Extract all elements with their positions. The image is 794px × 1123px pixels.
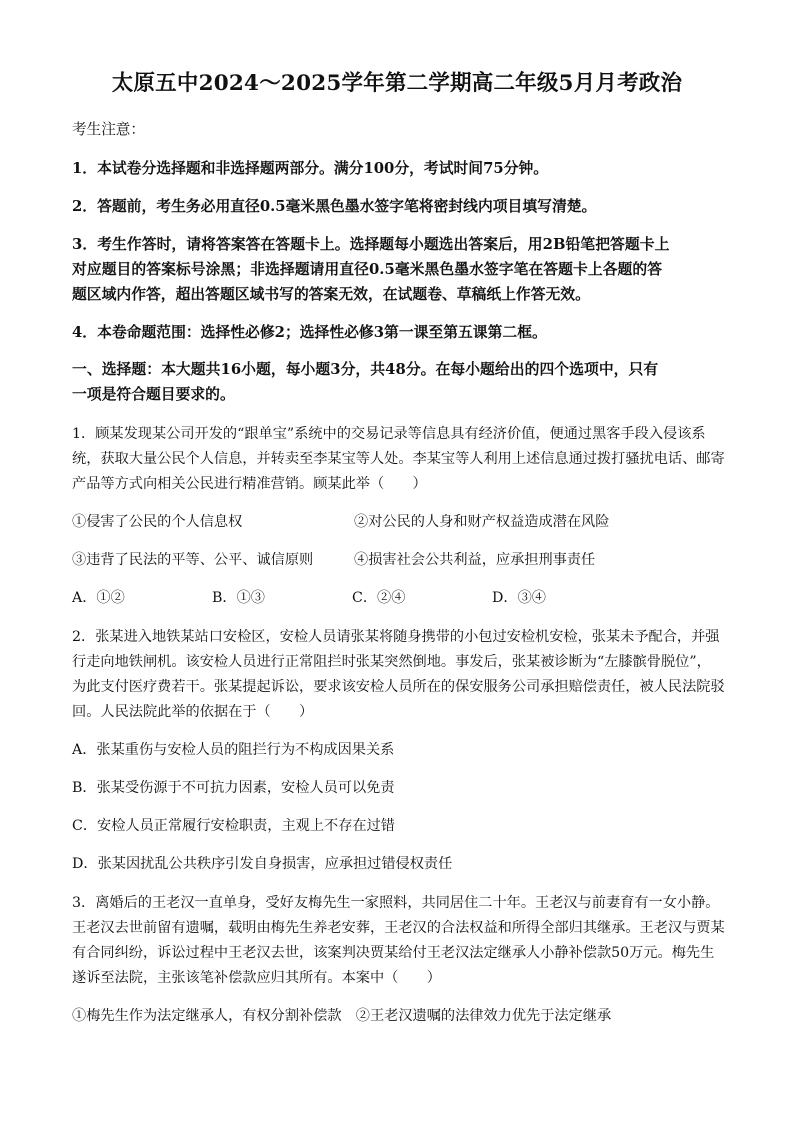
statement-4: ④损害社会公共利益，应承担刑事责任 (354, 552, 596, 568)
option-b: B．①③ (212, 590, 265, 606)
question-3-line-2: 王老汉去世前留有遗嘱，载明由梅先生养老安葬，王老汉的合法权益和所得全部归其继承。王老汉与贾某 (72, 920, 725, 936)
statement-1: ①侵害了公民的个人信息权 (72, 514, 243, 530)
notice-item-3-line-2: 对应题目的答案标号涂黑；非选择题请用直径0.5毫米黑色墨水签字笔在答题卡上各题的答 (72, 261, 663, 278)
statement-2: ②对公民的人身和财产权益造成潜在风险 (354, 514, 610, 530)
question-2-line-4: 回。人民法院此举的依据在于（ ） (72, 704, 314, 720)
notice-item-3-line-3: 题区域内作答，超出答题区域书写的答案无效，在试题卷、草稿纸上作答无效。 (72, 286, 590, 303)
question-2-option-a: A．张某重伤与安检人员的阻拦行为不构成因果关系 (72, 742, 395, 758)
section-1-heading-line-1: 一、选择题：本大题共16小题，每小题3分，共48分。在每小题给出的四个选项中，只有 (72, 361, 659, 378)
option-a: A．①② (72, 590, 125, 606)
notice-heading: 考生注意： (72, 121, 145, 138)
option-c: C．②④ (352, 590, 406, 606)
question-3-line-4: 遂诉至法院，主张该笔补偿款应归其所有。本案中（ ） (72, 970, 441, 986)
question-3-line-1: 3．离婚后的王老汉一直单身，受好友梅先生一家照料，共同居住二十年。王老汉与前妻育有一女小静。 (72, 895, 720, 911)
question-2-option-c: C．安检人员正常履行安检职责，主观上不存在过错 (72, 818, 395, 834)
notice-item-1: 1．本试卷分选择题和非选择题两部分。满分100分，考试时间75分钟。 (72, 160, 549, 177)
notice-item-4: 4．本卷命题范围：选择性必修2；选择性必修3第一课至第五课第二框。 (72, 324, 547, 341)
question-2-line-2: 行走向地铁闸机。该安检人员进行正常阻拦时张某突然倒地。事发后，张某被诊断为“左膝髌骨脱位”， (72, 654, 711, 670)
question-2-line-1: 2．张某进入地铁某站口安检区，安检人员请张某将随身携带的小包过安检机安检，张某未予配合，并强 (72, 629, 720, 645)
question-2-option-d: D．张某因扰乱公共秩序引发自身损害，应承担过错侵权责任 (72, 856, 453, 872)
question-2-line-3: 为此支付医疗费若干。张某提起诉讼，要求该安检人员所在的保安服务公司承担赔偿责任，被人民法院驳 (72, 679, 725, 695)
question-1-line-2: 统，获取大量公民个人信息，并转卖至李某宝等人处。李某宝等人利用上述信息通过拨打骚扰电话、邮寄 (72, 451, 725, 467)
notice-item-2: 2．答题前，考生务必用直径0.5毫米黑色墨水签字笔将密封线内项目填写清楚。 (72, 198, 597, 215)
section-1-heading-line-2: 一项是符合题目要求的。 (72, 386, 235, 403)
page-title: 太原五中2024～2025学年第二学期高二年级5月月考政治 (111, 71, 683, 96)
question-2-option-b: B．张某受伤源于不可抗力因素，安检人员可以免责 (72, 780, 395, 796)
question-1-line-1: 1．顾某发现某公司开发的“跟单宝”系统中的交易记录等信息具有经济价值，便通过黑客手段入侵该系 (72, 426, 706, 442)
question-3-statements: ①梅先生作为法定继承人，有权分割补偿款 ②王老汉遗嘱的法律效力优先于法定继承 (72, 1008, 612, 1024)
question-3-line-3: 有合同纠纷，诉讼过程中王老汉去世，该案判决贾某给付王老汉法定继承人小静补偿款50万元。梅先生 (72, 945, 715, 961)
notice-item-3-line-1: 3．考生作答时，请将答案答在答题卡上。选择题每小题选出答案后，用2B铅笔把答题卡上 (72, 236, 670, 253)
option-d: D．③④ (492, 590, 546, 606)
question-1-line-3: 产品等方式向相关公民进行精准营销。顾某此举（ ） (72, 476, 427, 492)
statement-3: ③违背了民法的平等、公平、诚信原则 (72, 552, 314, 568)
